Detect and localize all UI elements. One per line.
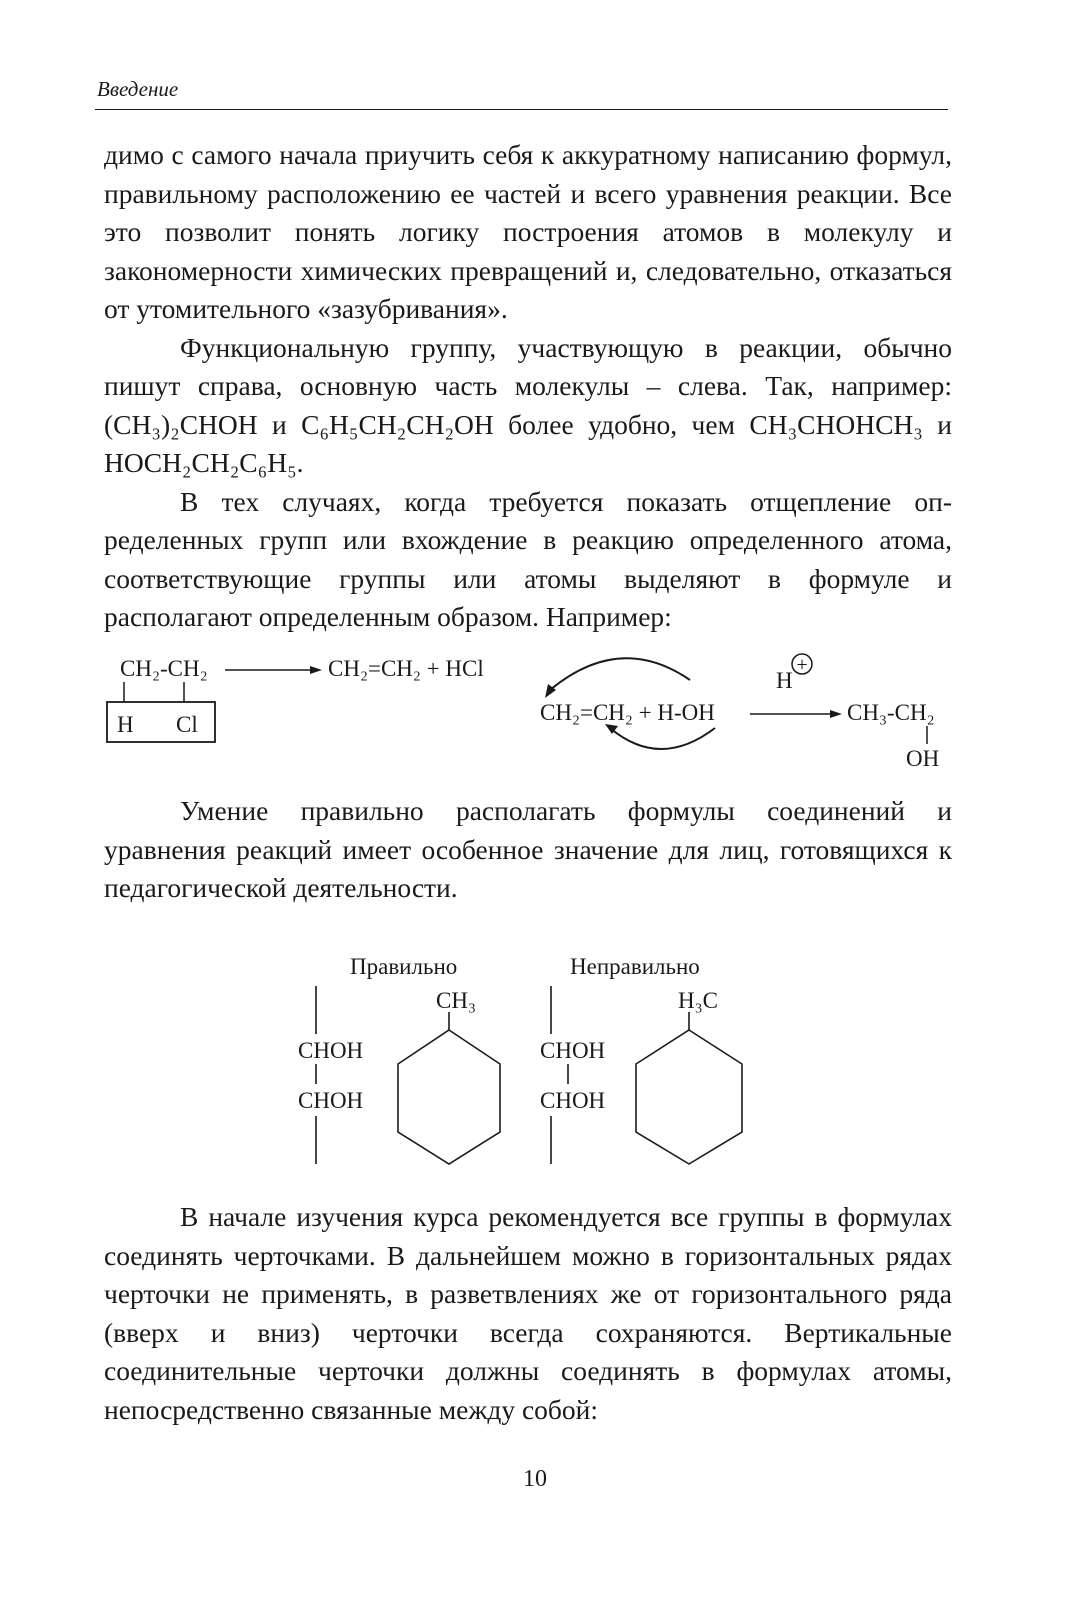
paragraph-1: димо с самого начала приучить себя к аккуратному написанию формул, правильному расположению ее частей и всего уравнения реакции. Все это позволит понять логику построения атомов в молекулу и закономерности химических превращений и, следовательно, отказаться от утомительного «зазубривания». bbox=[104, 139, 952, 324]
paragraph-3: В тех случаях, когда требуется показать отщепление определенных групп или вхождение в реакцию определенного атома, соответствующие группы или атомы выделяют в формуле и располагают определенным образом. Например: bbox=[104, 485, 952, 632]
paragraph-5: В начале изучения курса рекомендуется все группы в формулах соединять черточками. В дальнейшем можно в горизонтальных рядах черточки не применять, в разветвлениях же от горизонтального ряда (вверх и вниз) черточки всегда сохраняются. Вертикальные соединительные черточки должны соединять в формулах атомы, непосредственно связанные между собой: bbox=[104, 1201, 952, 1425]
page-number: 10 bbox=[523, 1466, 547, 1492]
product-ethanol: CH₃-CH₂ bbox=[847, 700, 935, 725]
upper-curved-arrow bbox=[550, 658, 690, 690]
incorrect-example bbox=[540, 986, 742, 1164]
positive-charge-sign: + bbox=[796, 654, 808, 676]
text-block-1 bbox=[104, 136, 952, 637]
reaction-schemes bbox=[100, 640, 970, 780]
correct-methyl: CH₃ bbox=[436, 988, 476, 1013]
hydroxyl-group: OH bbox=[906, 746, 940, 771]
running-header: Введение bbox=[97, 77, 179, 101]
hydrogen-atom: H bbox=[117, 712, 134, 737]
chlorine-atom: Cl bbox=[176, 712, 198, 737]
reaction-elimination bbox=[107, 656, 484, 742]
text-block-2 bbox=[104, 792, 952, 908]
incorrect-cyclohexane-ring bbox=[636, 1030, 742, 1164]
text-block-3 bbox=[104, 1198, 952, 1429]
header-rule bbox=[95, 109, 948, 110]
reaction-hydration bbox=[540, 654, 939, 771]
catalyst-proton: H bbox=[776, 668, 793, 693]
incorrect-chain-group-2: CHOH bbox=[540, 1088, 606, 1113]
incorrect-chain-group-1: CHOH bbox=[540, 1038, 606, 1063]
correct-chain-group-1: CHOH bbox=[298, 1038, 364, 1063]
correct-label: Правильно bbox=[350, 954, 458, 979]
paragraph-2: Функциональную группу, участвующую в реакции, обычно пишут справа, основную часть молекулы – слева. Так, например: (CH₃)₂CHOH и C₆H₅CH₂CH₂OH более удобно, чем CH₃CHOHCH₃ и HOCH₂CH₂C₆H₅. bbox=[104, 331, 952, 478]
correct-chain-group-2: CHOH bbox=[298, 1088, 364, 1113]
reactant-formula: CH₂-CH₂ bbox=[120, 656, 208, 681]
reactants-formula: CH₂=CH₂ + H-OH bbox=[540, 700, 715, 725]
lower-curved-arrow bbox=[610, 728, 715, 749]
product-formula: CH₂=CH₂ + HCl bbox=[328, 656, 484, 681]
incorrect-methyl: H₃C bbox=[678, 988, 718, 1013]
correct-cyclohexane-ring bbox=[398, 1030, 500, 1164]
correct-example bbox=[298, 986, 500, 1164]
incorrect-label: Неправильно bbox=[570, 954, 700, 979]
formula-comparison bbox=[100, 950, 970, 1175]
paragraph-4: Умение правильно располагать формулы соединений и уравнения реакций имеет особенное значение для лиц, готовящихся к педагогической деятельности. bbox=[104, 795, 952, 903]
